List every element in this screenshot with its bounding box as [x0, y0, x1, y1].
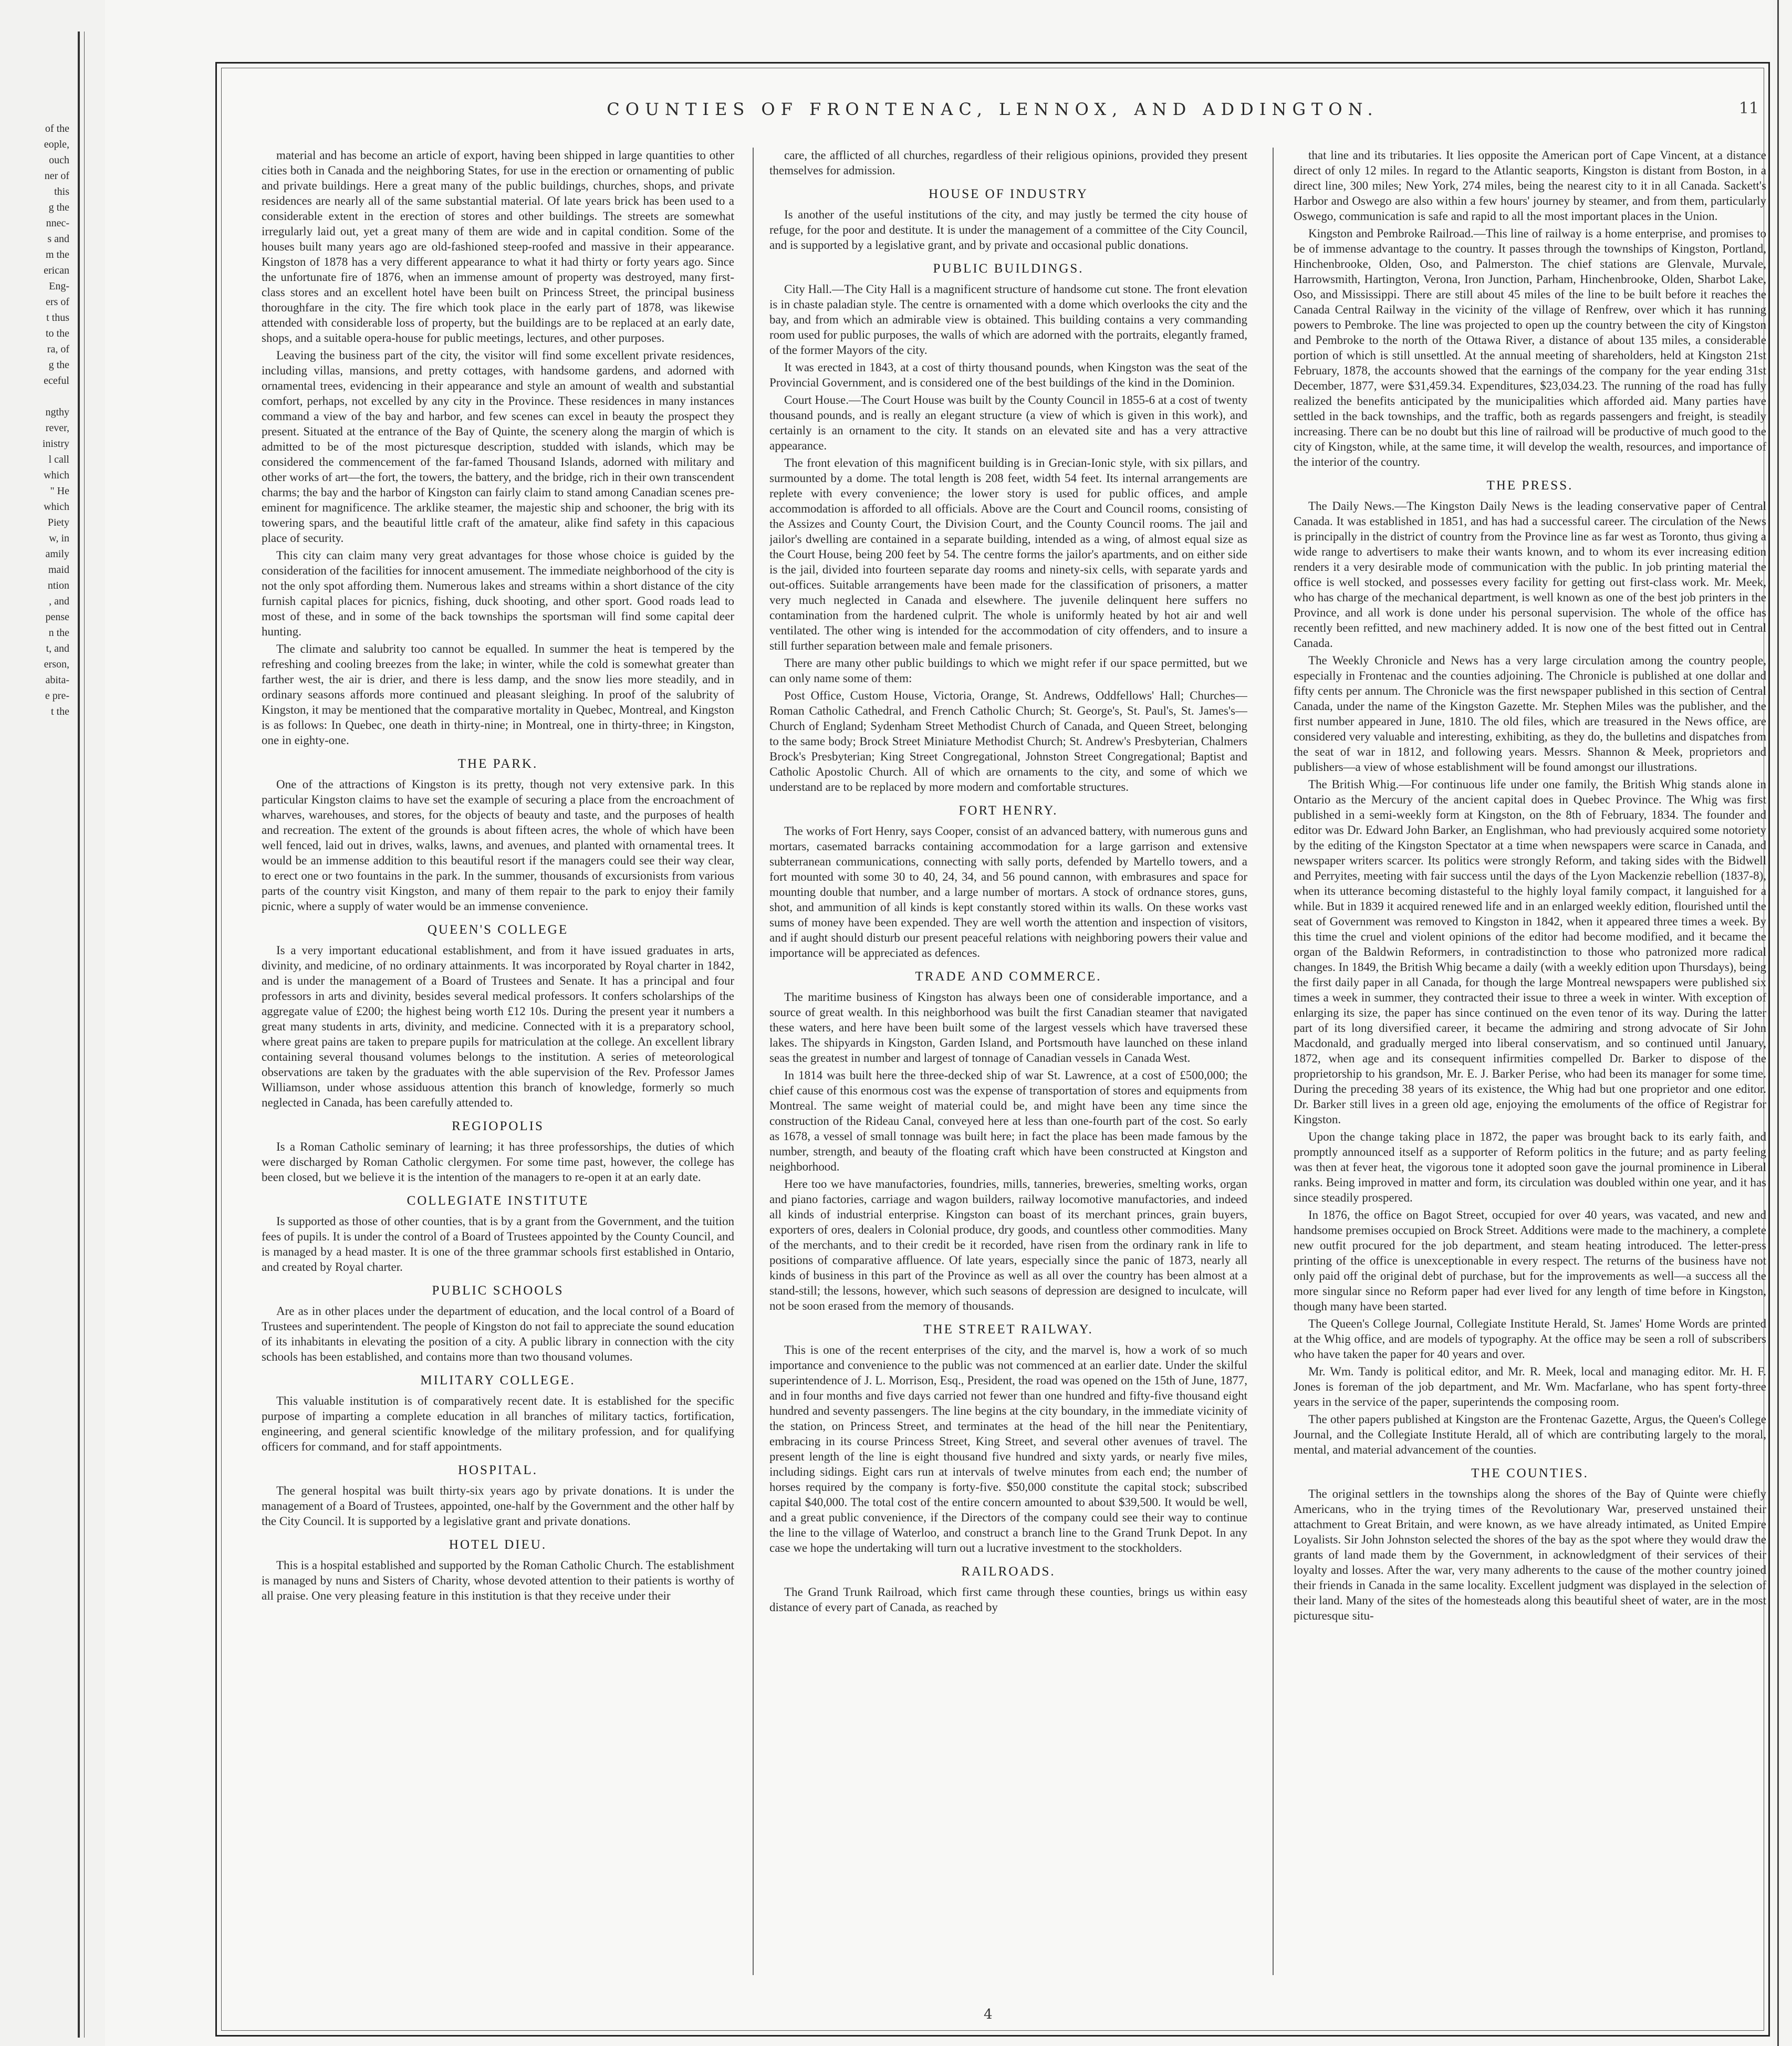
paragraph: Kingston and Pembroke Railroad.—This line of railway is a home enterprise, and promises to be of immense advantage to the country. It passes through the townships of Kingston, Portland, Hinchenbrooke, Olden, Oso, and Palmerston. The chief stations are Glenvale, Murvale, Harrowsmith, Hartington, Verona, Iron Junction, Parham, Hinchenbrooke, Olden, Sharbot Lake, Oso, and Mississippi. There are still about 45 miles of the line to be built before it reaches the Canada Central Railway in the vicinity of the village of Renfrew, over which it has running powers to Pembroke. The line was projected to open up the country between the city of Kingston and Pembroke to the north of the Ottawa River, a distance of about 135 miles, a considerable portion of which is still unsettled. At the annual meeting of shareholders, held at Kingston 21st February, 1878, the accounts showed that the earnings of the company for the year ending 31st December, 1877, were $31,459.34. Expenditures, $23,034.23. The running of the road has fully realized the benefits anticipated by the municipalities which afforded aid. Many parties have settled in the back townships, and the traffic, both as regards passengers and freight, is steadily increasing. There can be no doubt but this line of railroad will be productive of much good to the city of Kingston, while, at the same time, it will develop the wealth, resources, and importance of the interior of the country.: [1294, 227, 1766, 468]
paragraph: Are as in other places under the department of education, and the local control of a Board of Trustees and superintendent. The people of Kingston do not fail to appreciate the sound education of its inhabitants in elevating the position of a city. A public library in connection with the city schools has been established, and contains more than two thousand volumes.: [262, 1304, 734, 1363]
paragraph: In 1814 was built here the three-decked ship of war St. Lawrence, at a cost of £500,000; the chief cause of this enormous cost was the expense of transportation of stores and equipments from Montreal. The same weight of material could be, and might have been any time since the construction of the Rideau Canal, conveyed here at less than one-fourth part of the cost. So early as 1678, a vessel of small tonnage was built here; in fact the place has been made famous by the number, strength, and beauty of the floating craft which have been constructed at Kingston and neighborhood.: [769, 1069, 1247, 1173]
section-heading: MILITARY COLLEGE.: [420, 1373, 576, 1387]
paragraph: The general hospital was built thirty-six years ago by private donations. It is under the management of a Board of Trustees, appointed, one-half by the Government and the other half by the City Council. It is supported by a legislative grant and private donations.: [262, 1484, 734, 1528]
column-divider-2: [1273, 148, 1274, 1975]
previous-page-border: [78, 32, 80, 2038]
section-heading: COLLEGIATE INSTITUTE: [407, 1194, 589, 1208]
paragraph: Court House.—The Court House was built by the County Council in 1855-6 at a cost of twenty thousand pounds, and is really an elegant structure (a view of which is given in this work), and certainly is an ornament to the city. It stands on an elevated site and has a very attractive appearance.: [769, 393, 1247, 452]
paragraph: Upon the change taking place in 1872, the paper was brought back to its early faith, and promptly announced itself as a supporter of Reform politics in the future; and as party feeling was then at fever heat, the vigorous tone it adopted soon gave the journal prominence in Liberal ranks. Being improved in matter and form, its circulation was doubled within one year, and it has since steadily prospered.: [1294, 1130, 1766, 1204]
section-heading: TRADE AND COMMERCE.: [915, 969, 1102, 984]
paragraph: The Grand Trunk Railroad, which first came through these counties, brings us within easy distance of every part of Canada, as reached by: [769, 1585, 1247, 1614]
paragraph: The Daily News.—The Kingston Daily News is the leading conservative paper of Central Canada. It was established in 1851, and has had a successful career. The circulation of the News is principally in the district of country from the Province line as far west as Toronto, thus giving a wide range to advertisers to make their wants known, and to whom its ever increasing edition renders it a very desirable mode of communication with the public. In job printing material the office is well stocked, and possesses every facility for getting out first-class work. Mr. Meek, who has charge of the mechanical department, is well known as one of the best job printers in the Province, and all work is done under his personal supervision. The whole of the office has recently been refitted, and new machinery added. It is now one of the best fitted out in Central Canada.: [1294, 499, 1766, 650]
paragraph: The climate and salubrity too cannot be equalled. In summer the heat is tempered by the refreshing and cooling breezes from the lake; in winter, while the cold is somewhat greater than farther west, the air is drier, and there is less damp, and the snow lies more steadily, and in ordinary seasons affords more continued and pleasant sleighing. In proof of the salubrity of Kingston, it may be mentioned that the comparative mortality in Quebec, Montreal, and Kingston is as follows: In Quebec, one death in thirty-nine; in Montreal, one in thirty-three; in Kingston, one in eighty-one.: [262, 642, 734, 747]
paragraph: Is supported as those of other counties, that is by a grant from the Government, and the tuition fees of pupils. It is under the control of a Board of Trustees appointed by the County Council, and is managed by a head master. It is one of the three grammar schools first established in Ontario, and created by Royal charter.: [262, 1215, 734, 1273]
paragraph: Leaving the business part of the city, the visitor will find some excellent private residences, including villas, mansions, and pretty cottages, with handsome gardens, and adorned with ornamental trees, evidencing in their appearance and style an amount of wealth and substantial comfort, perhaps, not excelled by any city in the Province. These residences in many instances command a view of the bay and harbor, and few scenes can excel in beauty the prospect they present. Situated at the entrance of the Bay of Quinte, the scenery along the margin of which is admitted to be of the most picturesque description, studded with islands, which may be considered the commencement of the far-famed Thousand Islands, adorned with military and other works of art—the fort, the towers, the battery, and the bridge, rich in their own transcendent charms; the bay and the harbor of Kingston can fairly claim to stand among Canadian scenes pre-eminent for magnificence. The arklike steamer, the majestic ship and schooner, the brig with its towering spars, and the beautiful little craft of the amateur, alike find safety in this capacious place of security.: [262, 349, 734, 545]
paragraph: This valuable institution is of comparatively recent date. It is established for the specific purpose of imparting a complete education in all branches of military tactics, fortification, engineering, and general scientific knowledge of the military profession, and for qualifying officers for command, and for staff appointments.: [262, 1394, 734, 1453]
column-1: [262, 148, 734, 1954]
page-header: COUNTIES OF FRONTENAC, LENNOX, AND ADDINGTON.: [607, 99, 1379, 119]
paragraph: care, the afflicted of all churches, regardless of their religious opinions, provided they present themselves for admission.: [769, 149, 1247, 177]
previous-page-text: of the eople, ouch ner of this g the nnec- s and m the erican Eng- ers of t thus to the ra, of g the eceful ngthy rever, inistry l call which " He which Piety w, in amily maid ntion , and pense n the t, and erson, abita- e pre- t the: [42, 123, 69, 717]
next-page-edge: [1773, 0, 1792, 2046]
paragraph: There are many other public buildings to which we might refer if our space permitted, but we can only name some of them:: [769, 656, 1247, 685]
paragraph: City Hall.—The City Hall is a magnificent structure of handsome cut stone. The front elevation is in chaste paladian style. The centre is ornamented with a dome which overlooks the city and the bay, and from which an admirable view is obtained. This building contains a very commanding room used for public purposes, the walls of which are adorned with the portraits, elegantly framed, of the former Mayors of the city.: [769, 283, 1247, 357]
paragraph: The Weekly Chronicle and News has a very large circulation among the country people, especially in Frontenac and the counties adjoining. The Chronicle is published at one dollar and fifty cents per annum. The Chronicle was the first newspaper published in this section of Central Canada, under the name of the Kingston Gazette. Mr. Stephen Miles was the publisher, and the first number appeared in June, 1810. The old files, which are treasured in the News office, are considered very valuable and interesting, exhibiting, as they do, the bulletins and dispatches from the seat of war in 1812, and following years. Messrs. Shannon & Meek, proprietors and publishers—a view of whose establishment will be found amongst our illustrations.: [1294, 654, 1766, 774]
paragraph: This is one of the recent enterprises of the city, and the marvel is, how a work of so much importance and convenience to the public was not commenced at an earlier date. Under the skilful superintendence of J. L. Morrison, Esq., President, the road was opened on the 15th of June, 1877, and in four months and five days carried not fewer than one hundred and fifty-five thousand eight hundred and seventy passengers. The line begins at the city boundary, in the immediate vicinity of the station, on Princess Street, and terminates at the head of the hill near the Penitentiary, embracing in its course Princess Street, King Street, and several other avenues of travel. The present length of the line is eight thousand five hundred and sixty yards, or nearly five miles, including sidings. Eight cars run at intervals of twelve minutes from each end; the number of horses required by the company is forty-five. $50,000 constitute the capital stock; subscribed capital $40,000. The total cost of the entire concern amounted to about $39,500. It would be well, and a great public convenience, if the Directors of the company could see their way to continue the line to the village of Waterloo, and construct a branch line to the Grand Trunk Depot. In any case we hope the undertaking will turn out a lucrative investment to the stockholders.: [769, 1343, 1247, 1554]
section-heading: THE PRESS.: [1486, 478, 1574, 493]
section-heading: FORT HENRY.: [958, 803, 1058, 818]
paragraph: This is a hospital established and supported by the Roman Catholic Church. The establishment is managed by nuns and Sisters of Charity, whose devoted attention to their patients is worthy of all praise. One very pleasing feature in this institution is that they receive under their: [262, 1559, 734, 1602]
paragraph: The Queen's College Journal, Collegiate Institute Herald, St. James' Home Words are printed at the Whig office, and are models of typography. At the office may be seen a roll of subscribers who have taken the paper for 40 years and over.: [1294, 1317, 1766, 1361]
paragraph: Here too we have manufactories, foundries, mills, tanneries, breweries, smelting works, organ and piano factories, carriage and wagon builders, railway locomotive manufactories, and indeed all kinds of industrial enterprise. Kingston can boast of its merchant princes, grain buyers, exporters of ores, dealers in Colonial produce, dry goods, and countless other commodities. Many of the merchants, and to their credit be it recorded, have risen from the ordinary rank in life to positions of comparative affluence. Of late years, especially since the panic of 1873, nearly all kinds of business in this part of the Province as well as all over the country has been almost at a stand-still; the lessons, however, which such seasons of depression are designed to inculcate, will not be soon erased from the memory of thousands.: [769, 1177, 1247, 1312]
section-heading: REGIOPOLIS: [452, 1119, 544, 1133]
next-page-border: [1777, 0, 1779, 2046]
paragraph: The maritime business of Kingston has always been one of considerable importance, and a source of great wealth. In this neighborhood was built the first Canadian steamer that navigated these waters, and here have been built some of the largest vessels which have traversed these lakes. The shipyards in Kingston, Garden Island, and Portsmouth have launched on these inland seas the greatest in number and largest of tonnage of Canadian vessels in Canada West.: [769, 990, 1247, 1064]
header-page-number: 11: [1738, 99, 1759, 118]
section-heading: QUEEN'S COLLEGE: [427, 923, 569, 937]
column-2: [769, 148, 1247, 1954]
section-heading: THE COUNTIES.: [1471, 1466, 1589, 1480]
previous-page-border-inner: [84, 32, 85, 2038]
previous-page-fragment: [0, 0, 105, 2046]
section-heading: HOSPITAL.: [457, 1463, 538, 1477]
footer-page-number: 4: [984, 2007, 993, 2022]
paragraph: The original settlers in the townships along the shores of the Bay of Quinte were chiefly Americans, who in the trying times of the Revolutionary War, preserved unstained their attachment to Great Britain, and were known, as we have already intimated, as United Empire Loyalists. Sir John Johnston selected the shores of the bay as the spot where they would draw the grants of land made them by the Government, in acknowledgment of their services of their loyalty and losses. After the war, very many adherents to the cause of the mother country joined their friends in Canada in the same locality. Excellent judgment was displayed in the selection of their land. Many of the sites of the homesteads along this beautiful sheet of water, are in the most picturesque situ-: [1294, 1487, 1766, 1622]
paragraph: The other papers published at Kingston are the Frontenac Gazette, Argus, the Queen's College Journal, and the Collegiate Institute Herald, all of which are contributing largely to the moral, mental, and material advancement of the counties.: [1294, 1413, 1766, 1456]
column-divider-1: [753, 148, 754, 1975]
paragraph: Is a Roman Catholic seminary of learning; it has three professorships, the duties of which were discharged by Roman Catholic clergymen. For some time past, however, the college has been closed, but we believe it is the intention of the managers to re-open it at an early date.: [262, 1140, 734, 1184]
paragraph: The British Whig.—For continuous life under one family, the British Whig stands alone in Ontario as the Mercury of the ancient capital does in Quebec Province. The Whig was first published in a semi-weekly form at Kingston, on the 8th of February, 1834. The founder and editor was Dr. Edward John Barker, an Englishman, who had previously acquired some notoriety by the editing of the Kingston Spectator at a time when newspapers were scarce in Canada, and newspaper writers scarcer. Its politics were strongly Reform, and taking sides with the Bidwell and Perryites, meeting with fair success until the days of the Lyon Mackenzie rebellion (1837-8), when its utterance becoming distasteful to the highly loyal family compact, it languished for a while. But in 1839 it acquired renewed life and in an enlarged weekly edition, flourished until the seat of Government was removed to Kingston in 1842, when it appeared three times a week. By this time the cruel and violent opinions of the editor had become modified, and it became the organ of the Baldwin Reformers, in contradistinction to those who patronized more radical changes. In 1849, the British Whig became a daily (with a weekly edition upon Thursdays), being the first daily paper in all Canada, for though the large Montreal newspapers were published six times a week in summer, they contracted their issue to three a week in winter. With exception of enlarging its size, the paper has since continued on the even tenor of its way. During the latter part of its long diversified career, it became the admiring and strong advocate of Sir John Macdonald, and gradually merged into liberal conservatism, and so continued until January, 1872, when age and its consequent infirmities compelled Dr. Barker to dispose of the proprietorship to his grandson, Mr. E. J. Barker Perise, who had been its manager for some time. During the preceding 38 years of its existence, the Whig had but one proprietor and one editor. Dr. Barker still lives in a green old age, enjoying the emoluments of the office of Registrar for Kingston.: [1294, 778, 1766, 1126]
paragraph: that line and its tributaries. It lies opposite the American port of Cape Vincent, at a distance direct of only 12 miles. In regard to the Atlantic seaports, Kingston is distant from Boston, in a direct line, 300 miles; New York, 274 miles, being the nearest city to it in all Canada. Sackett's Harbor and Oswego are also within a few hours' journey by steamer, and from them, particularly Oswego, communication is safe and rapid to all the most important places in the Union.: [1294, 149, 1766, 223]
paragraph: Post Office, Custom House, Victoria, Orange, St. Andrews, Oddfellows' Hall; Churches—Roman Catholic Cathedral, and French Catholic Church; St. George's, St. Paul's, St. James's—Church of England; Sydenham Street Methodist Church of Canada, and Queen Street, belonging to the same body; Brock Street Miniature Methodist Church; St. Andrew's Presbyterian, Chalmers Brock's Presbyterian; King Street Congregational, Johnston Street Congregational; Baptist and Catholic Apostolic Church. All of which are ornaments to the city, and some of which we understand are to be replaced by more modern and comfortable structures.: [769, 689, 1247, 794]
paragraph: Is a very important educational establishment, and from it have issued graduates in arts, divinity, and medicine, of no ordinary attainments. It was incorporated by Royal charter in 1842, and is under the management of a Board of Trustees and Senate. It has a principal and four professors in arts and divinity, besides several medical professors. It confers scholarships of the aggregate value of £200; the highest being worth £12 10s. During the present year it numbers a great many students in arts, divinity, and medicine. Connected with it is a preparatory school, where great pains are taken to prepare pupils for matriculation at the college. An excellent library containing several thousand volumes belongs to the institution. A series of meteorological observations are taken by the graduates with the able supervision of the Rev. Professor James Williamson, under whose assiduous attention this branch of knowledge, formerly so much neglected in Canada, has been carefully attended to.: [262, 944, 734, 1109]
paragraph: This city can claim many very great advantages for those whose choice is guided by the consideration of the facilities for innocent amusement. The immediate neighborhood of the city is not the only spot affording them. Numerous lakes and streams within a short distance of the city furnish capital places for picnics, fishing, duck shooting, and other sport. Good roads lead to most of these, and in some of the back townships the sportsman will find some capital deer hunting.: [262, 549, 734, 638]
paragraph: The works of Fort Henry, says Cooper, consist of an advanced battery, with numerous guns and mortars, casemated barracks containing accommodation for a large garrison and extensive subterranean communications, connecting with sally ports, defended by Martello towers, and a fort mounted with some 30 to 40, 24, 34, and 56 pound cannon, with embrasures and space for mounting double that number, and a large number of mortars. A stock of ordnance stores, guns, shot, and ammunition of all kinds is kept constantly stored within its walls. On these works vast sums of money have been expended. They are well worth the attention and inspection of visitors, and if aught should disturb our present peaceful relations with neighboring powers their value and importance will be appreciated as defences.: [769, 824, 1247, 959]
paragraph: The front elevation of this magnificent building is in Grecian-Ionic style, with six pillars, and surmounted by a dome. The total length is 208 feet, width 54 feet. Its internal arrangements are replete with every convenience; the lower story is used for public offices, and ample accommodation is afforded to all officials. Above are the Court and Council rooms, consisting of the Assizes and County Court, the Division Court, and the County Council rooms. The jail and jailor's dwelling are contained in a separate building, intended as a wing, of almost equal size as the Court House, being 200 feet by 54. The centre forms the jailor's apartments, and on either side is the jail, divided into fourteen separate day rooms and ninety-six cells, with separate yards and out-offices. Suitable arrangements have been made for the classification of prisoners, a matter very much neglected in Canada and elsewhere. The juvenile delinquent here suffers no contamination from the hardened culprit. The whole is uniformly heated by hot air and well ventilated. The other wing is intended for the accommodation of city offenders, and to insure a still further separation between male and female prisoners.: [769, 456, 1247, 652]
paragraph: In 1876, the office on Bagot Street, occupied for over 40 years, was vacated, and new and handsome premises occupied on Brock Street. Additions were made to the machinery, a complete new outfit procured for the job department, and steam heating introduced. The letter-press printing of the office is unexceptionable in every respect. The returns of the business have not only paid off the original debt of purchase, but for the improvements as well—a success all the more singular since no Reform paper had ever lived for any length of time before in Kingston, though many have been started.: [1294, 1208, 1766, 1313]
paragraph: Is another of the useful institutions of the city, and may justly be termed the city house of refuge, for the poor and destitute. It is under the management of a committee of the City Council, and is supported by a legislative grant, and by private and occasional public donations.: [769, 208, 1247, 252]
section-heading: RAILROADS.: [961, 1564, 1056, 1579]
section-heading: HOTEL DIEU.: [449, 1538, 547, 1552]
paragraph: Mr. Wm. Tandy is political editor, and Mr. R. Meek, local and managing editor. Mr. H. F. Jones is foreman of the job department, and Mr. Wm. Macfarlane, who has spent forty-three years in the service of the paper, superintends the composing room.: [1294, 1365, 1766, 1408]
paragraph: material and has become an article of export, having been shipped in large quantities to other cities both in Canada and the neighboring States, for use in the erection or ornamenting of public and private buildings. Here a great many of the public buildings, churches, shops, and private residences are nearly all of the same substantial material. Of late years brick has been used to a considerable extent in the erection of stores and other buildings. The streets are somewhat irregularly laid out, yet a great many of them are wide and in capital condition. Some of the houses built many years ago are old-fashioned steep-roofed and massive in their appearance. Kingston of 1878 has a very different appearance to what it had thirty or forty years ago. Since the unfortunate fire of 1876, when an immense amount of property was destroyed, many first-class stores and an excellent hotel have been built on Princess Street, the principal business thoroughfare in the city. The fire which took place in the early part of 1878, was likewise attended with considerable loss of property, but the buildings are to be replaced at an early date, shops, and a suitable opera-house for public meetings, lectures, and other purposes.: [262, 149, 734, 345]
section-heading: PUBLIC SCHOOLS: [432, 1283, 564, 1298]
section-heading: THE STREET RAILWAY.: [923, 1322, 1093, 1337]
paragraph: It was erected in 1843, at a cost of thirty thousand pounds, when Kingston was the seat of the Provincial Government, and is considered one of the best buildings of the kind in the Dominion.: [769, 361, 1247, 389]
document-page: [215, 62, 1770, 2037]
column-3: [1294, 148, 1766, 1954]
section-heading: PUBLIC BUILDINGS.: [933, 262, 1084, 276]
section-heading: HOUSE OF INDUSTRY: [929, 187, 1088, 201]
paragraph: One of the attractions of Kingston is its pretty, though not very extensive park. In this particular Kingston claims to have set the example of securing a place from the encroachment of wharves, warehouses, and stores, for the objects of beauty and taste, and the purposes of health and recreation. The extent of the grounds is about fifteen acres, the whole of which have been well fenced, laid out in drives, walks, lawns, and avenues, and planted with ornamental trees. It would be an immense addition to this beautiful resort if the managers could see their way clear, to erect one or two fountains in the park. In the summer, thousands of excursionists from various parts of the country visit Kingston, and many of them repair to the park to enjoy their family picnic, where a supply of water would be an immense convenience.: [262, 778, 734, 913]
section-heading: THE PARK.: [457, 757, 538, 771]
